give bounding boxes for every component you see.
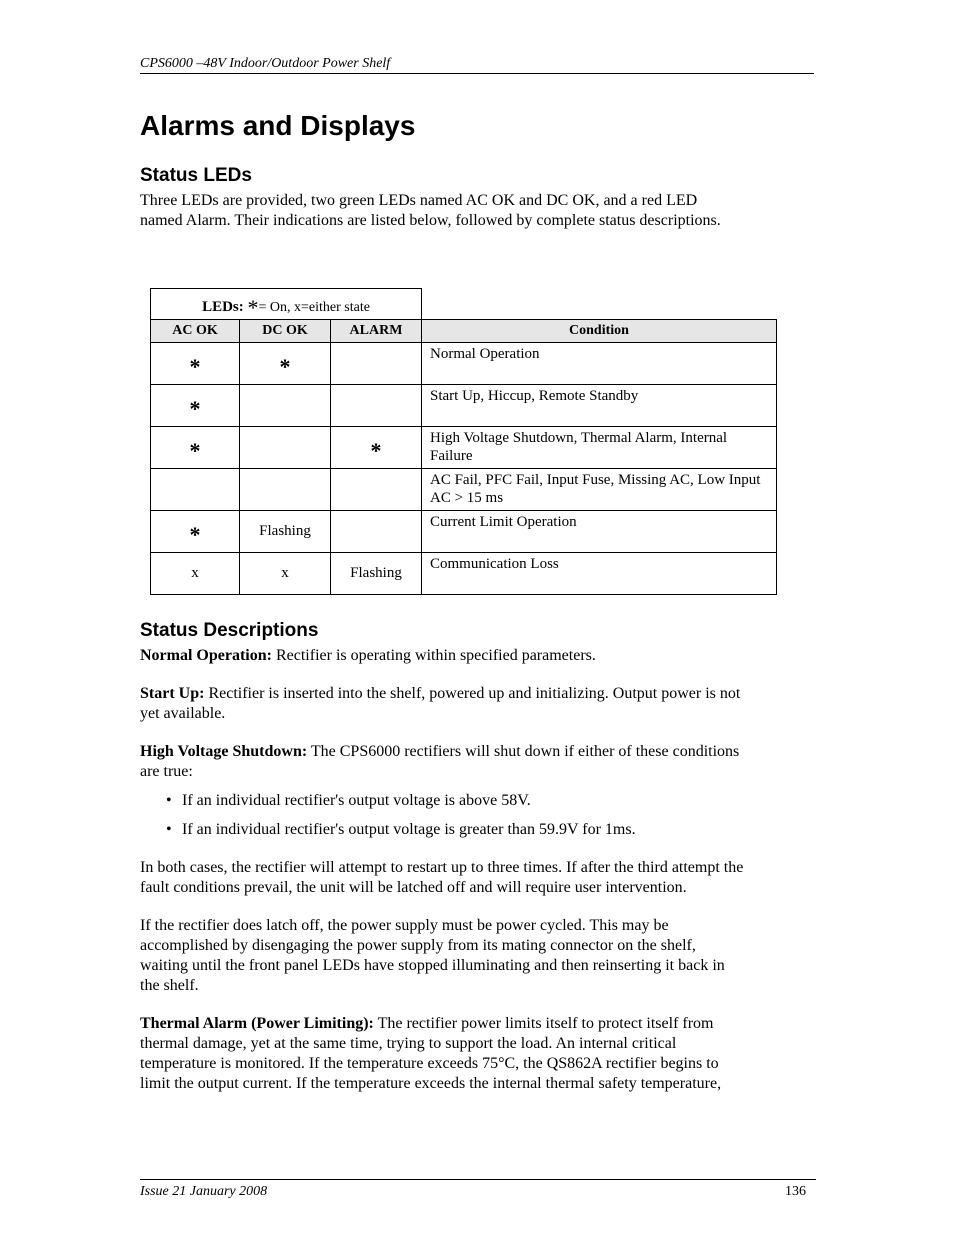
- term-text: yet available.: [140, 705, 226, 722]
- page-header: [140, 56, 814, 74]
- col-header-ac-ok: AC OK: [151, 320, 240, 343]
- status-descriptions-heading: Status Descriptions: [140, 620, 319, 641]
- normal-operation-desc: [140, 646, 800, 666]
- legend-text: = On, x=either state: [258, 300, 370, 315]
- condition-cell: Start Up, Hiccup, Remote Standby: [422, 385, 777, 427]
- list-item-text: If an individual rectifier's output voltage is above 58V.: [182, 792, 531, 809]
- both-cases-paragraph: [140, 858, 800, 898]
- list-item-text: If an individual rectifier's output voltage is greater than 59.9V for 1ms.: [182, 821, 636, 838]
- issue-date: Issue 21 January 2008: [140, 1184, 268, 1199]
- alarm-cell: [331, 469, 422, 511]
- ac-ok-cell: [151, 385, 240, 427]
- document-title: CPS6000 –48V Indoor/Outdoor Power Shelf: [140, 56, 391, 71]
- led-status-table: [150, 288, 777, 595]
- start-up-desc: [140, 684, 800, 724]
- ac-ok-cell: [151, 427, 240, 469]
- led-on-marker: *: [189, 395, 201, 421]
- alarm-cell: [331, 427, 422, 469]
- text-line: If the rectifier does latch off, the power supply must be power cycled. This may be: [140, 917, 669, 934]
- list-item: [166, 820, 636, 840]
- text-line: thermal damage, yet at the same time, trying to support the load. An internal critical: [140, 1035, 677, 1052]
- list-item: [166, 791, 531, 811]
- condition-cell: Communication Loss: [422, 553, 777, 595]
- term-text: The rectifier power limits itself to protect itself from: [373, 1015, 714, 1032]
- page-title: Alarms and Displays: [140, 110, 416, 141]
- col-header-condition: Condition: [422, 320, 777, 343]
- text-line: In both cases, the rectifier will attempt to restart up to three times. If after the third attempt the: [140, 859, 744, 876]
- table-row: [151, 343, 777, 385]
- table-row: [151, 553, 777, 595]
- table-row: [151, 511, 777, 553]
- led-on-marker: *: [279, 353, 291, 379]
- legend-label: LEDs:: [202, 299, 244, 315]
- condition-cell: High Voltage Shutdown, Thermal Alarm, Internal Failure: [422, 427, 777, 469]
- latch-off-paragraph: [140, 916, 800, 996]
- page-number: 136: [785, 1184, 806, 1199]
- status-leds-heading: Status LEDs: [140, 165, 252, 186]
- term-text: Rectifier is operating within specified parameters.: [271, 647, 596, 664]
- legend-blank: [422, 289, 777, 320]
- condition-cell: Normal Operation: [422, 343, 777, 385]
- alarm-cell: [331, 343, 422, 385]
- alarm-cell: Flashing: [331, 553, 422, 595]
- text-line: accomplished by disengaging the power supply from its mating connector on the shelf,: [140, 937, 696, 954]
- condition-cell: AC Fail, PFC Fail, Input Fuse, Missing AC, Low Input AC > 15 ms: [422, 469, 777, 511]
- dc-ok-cell: [240, 427, 331, 469]
- dc-ok-cell: Flashing: [240, 511, 331, 553]
- term-label: Thermal Alarm (Power Limiting):: [140, 1015, 374, 1032]
- text-line: waiting until the front panel LEDs have stopped illuminating and then reinserting it back in: [140, 957, 725, 974]
- text-line: the shelf.: [140, 977, 199, 994]
- condition-cell: Current Limit Operation: [422, 511, 777, 553]
- led-on-marker: *: [189, 521, 201, 547]
- col-header-dc-ok: DC OK: [240, 320, 331, 343]
- ac-ok-cell: [151, 469, 240, 511]
- alarm-cell: [331, 385, 422, 427]
- ac-ok-cell: [151, 343, 240, 385]
- dc-ok-cell: x: [240, 553, 331, 595]
- bullet-icon: •: [166, 792, 172, 809]
- text-line: limit the output current. If the temperature exceeds the internal thermal safety temperature,: [140, 1075, 722, 1092]
- bullet-icon: •: [166, 821, 172, 838]
- dc-ok-cell: [240, 469, 331, 511]
- intro-line: Three LEDs are provided, two green LEDs named AC OK and DC OK, and a red LED: [140, 192, 698, 209]
- thermal-alarm-desc: [140, 1014, 800, 1094]
- term-label: High Voltage Shutdown:: [140, 743, 308, 760]
- term-label: Start Up:: [140, 685, 205, 702]
- table-row: [151, 469, 777, 511]
- page-footer: [140, 1179, 816, 1200]
- term-text: Rectifier is inserted into the shelf, powered up and initializing. Output power is not: [204, 685, 741, 702]
- dc-ok-cell: [240, 343, 331, 385]
- alarm-cell: [331, 511, 422, 553]
- led-on-marker: *: [370, 437, 382, 463]
- led-on-marker: *: [189, 353, 201, 379]
- table-row: [151, 427, 777, 469]
- intro-line: named Alarm. Their indications are listed below, followed by complete status descriptions.: [140, 212, 721, 229]
- col-header-alarm: ALARM: [331, 320, 422, 343]
- term-label: Normal Operation:: [140, 647, 272, 664]
- text-line: temperature is monitored. If the temperature exceeds 75°C, the QS862A rectifier begins to: [140, 1055, 719, 1072]
- high-voltage-shutdown-desc: [140, 742, 800, 782]
- dc-ok-cell: [240, 385, 331, 427]
- ac-ok-cell: [151, 511, 240, 553]
- led-legend: [151, 289, 422, 320]
- ac-ok-cell: x: [151, 553, 240, 595]
- table-row: [151, 385, 777, 427]
- led-on-marker: *: [189, 437, 201, 463]
- term-text: are true:: [140, 763, 193, 780]
- legend-star: *: [247, 295, 259, 320]
- term-text: The CPS6000 rectifiers will shut down if either of these conditions: [307, 743, 740, 760]
- status-leds-intro: [140, 191, 800, 231]
- text-line: fault conditions prevail, the unit will be latched off and will require user intervention.: [140, 879, 687, 896]
